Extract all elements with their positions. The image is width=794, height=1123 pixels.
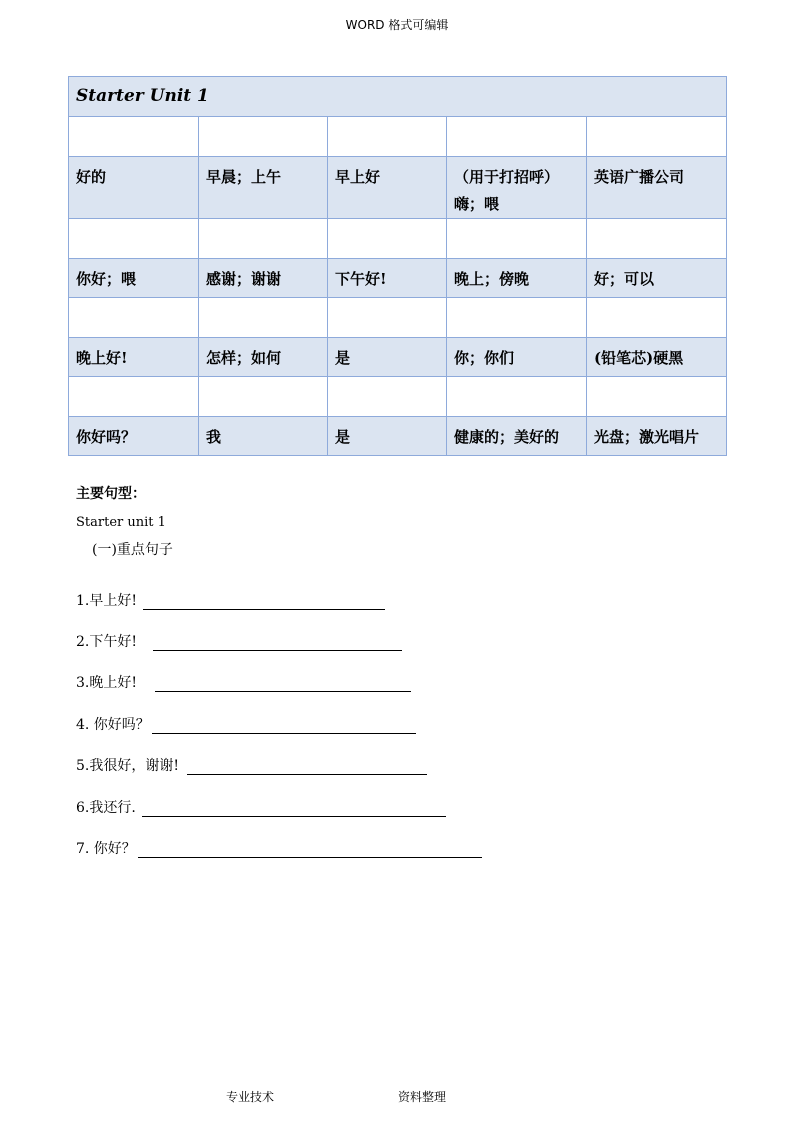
table-cell[interactable]	[447, 117, 587, 157]
sentence-item	[76, 631, 402, 651]
table-cell[interactable]	[447, 298, 587, 338]
table-row	[69, 377, 727, 417]
table-cell[interactable]	[587, 377, 727, 417]
answer-blank[interactable]	[155, 677, 411, 692]
table-cell: (铅笔芯)硬黑	[587, 338, 727, 377]
table-cell[interactable]	[69, 298, 199, 338]
answer-blank[interactable]	[187, 760, 427, 775]
sentence-item	[76, 590, 385, 610]
sentence-prompt: 4. 你好吗？	[76, 717, 150, 733]
table-cell: 好的	[69, 157, 199, 219]
table-title: Starter Unit 1	[69, 77, 727, 117]
table-cell[interactable]	[328, 219, 447, 259]
table-cell: 是	[328, 417, 447, 456]
footer-left-label: 专业技术	[226, 1090, 275, 1104]
table-cell: 晚上；傍晚	[447, 259, 587, 298]
table-cell[interactable]	[328, 377, 447, 417]
table-cell[interactable]	[69, 377, 199, 417]
sentence-prompt: 1.早上好!	[76, 593, 137, 609]
table-cell[interactable]	[447, 219, 587, 259]
table-cell: 感谢；谢谢	[199, 259, 328, 298]
table-row	[69, 298, 727, 338]
answer-blank[interactable]	[153, 636, 402, 651]
table-cell: 我	[199, 417, 328, 456]
table-row	[69, 259, 727, 298]
table-cell[interactable]	[199, 219, 328, 259]
table-cell: 你好吗？	[69, 417, 199, 456]
sentence-item	[76, 838, 482, 858]
footer-right-label: 资料整理	[398, 1090, 447, 1104]
answer-blank[interactable]	[138, 843, 482, 858]
table-cell: 好；可以	[587, 259, 727, 298]
table-cell: 光盘；激光唱片	[587, 417, 727, 456]
sentence-item	[76, 755, 427, 775]
table-row	[69, 117, 727, 157]
sentence-prompt: 3.晚上好!	[76, 675, 137, 691]
sentence-item	[76, 714, 416, 734]
table-cell[interactable]	[328, 298, 447, 338]
table-cell: 下午好!	[328, 259, 447, 298]
table-cell[interactable]	[199, 298, 328, 338]
sentence-item	[76, 672, 411, 692]
table-cell: 早上好	[328, 157, 447, 219]
sentence-prompt: 5.我很好，谢谢!	[76, 758, 179, 774]
table-row	[69, 157, 727, 219]
table-cell[interactable]	[199, 377, 328, 417]
section-heading: 主要句型：	[76, 486, 146, 502]
page-header-note: WORD 格式可编辑	[345, 18, 449, 32]
sentence-prompt: 2.下午好!	[76, 634, 137, 650]
table-cell[interactable]	[199, 117, 328, 157]
answer-blank[interactable]	[142, 802, 446, 817]
table-cell[interactable]	[587, 219, 727, 259]
sentence-item	[76, 797, 446, 817]
table-row	[69, 338, 727, 377]
table-cell[interactable]	[447, 377, 587, 417]
table-cell: 晚上好!	[69, 338, 199, 377]
table-cell: 你好；喂	[69, 259, 199, 298]
table-cell: 是	[328, 338, 447, 377]
table-row	[69, 219, 727, 259]
answer-blank[interactable]	[143, 595, 385, 610]
table-cell[interactable]	[587, 117, 727, 157]
table-cell[interactable]	[328, 117, 447, 157]
table-cell[interactable]	[69, 117, 199, 157]
unit-label: Starter unit 1	[76, 515, 166, 530]
table-cell: 怎样；如何	[199, 338, 328, 377]
answer-blank[interactable]	[152, 719, 416, 734]
table-cell[interactable]	[69, 219, 199, 259]
table-cell: 英语广播公司	[587, 157, 727, 219]
table-cell: （用于打招呼）嗨；喂	[447, 157, 587, 219]
table-cell[interactable]	[587, 298, 727, 338]
table-cell: 你；你们	[447, 338, 587, 377]
table-cell: 早晨；上午	[199, 157, 328, 219]
table-row	[69, 417, 727, 456]
sub-heading: (一)重点句子	[92, 542, 173, 558]
sentence-prompt: 7. 你好？	[76, 841, 136, 857]
vocabulary-table	[68, 76, 727, 456]
table-cell: 健康的；美好的	[447, 417, 587, 456]
sentence-prompt: 6.我还行.	[76, 800, 136, 816]
